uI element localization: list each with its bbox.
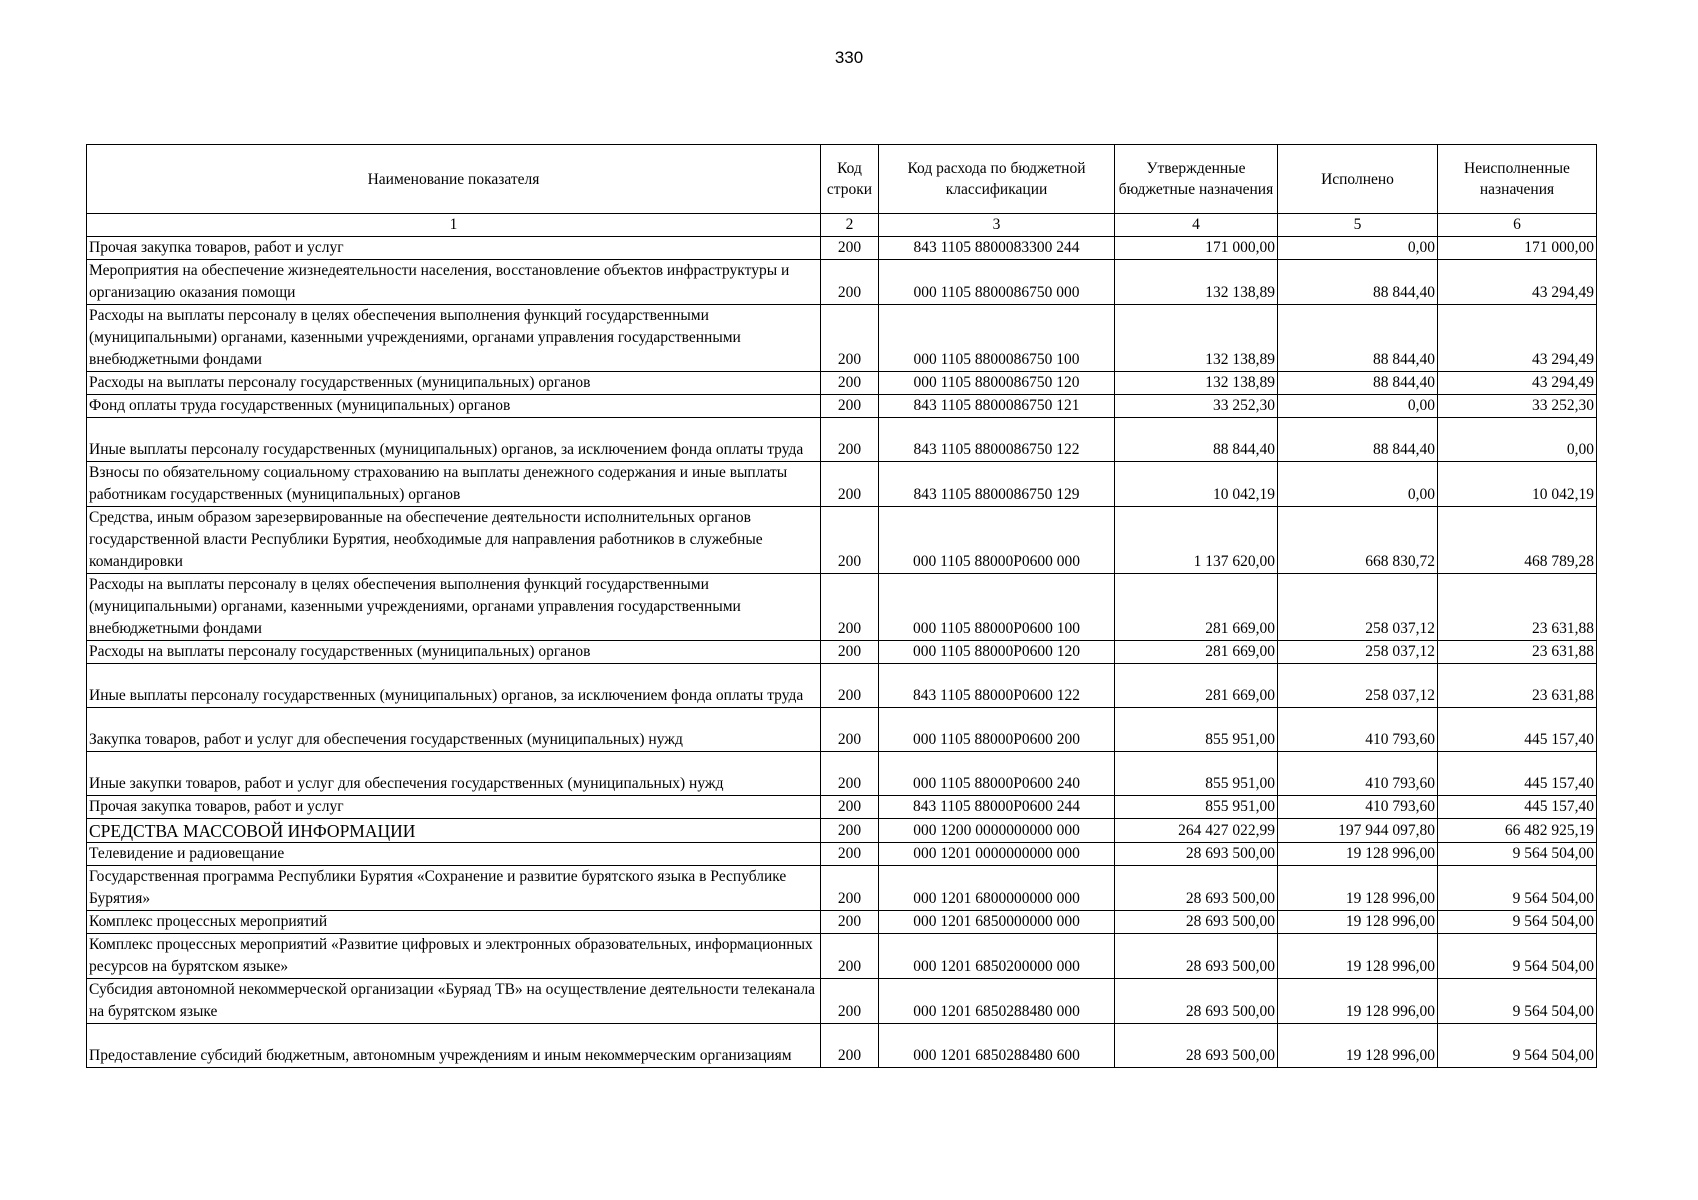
column-number: 6: [1438, 214, 1597, 237]
table-row: [87, 574, 1597, 641]
table-row: [87, 911, 1597, 934]
row-unexecuted: 9 564 504,00: [1438, 866, 1597, 911]
row-approved: 28 693 500,00: [1115, 866, 1278, 911]
row-name: Мероприятия на обеспечение жизнедеятельности населения, восстановление объектов инфраструктуры и организацию оказания помощи: [87, 260, 821, 305]
table-row: [87, 979, 1597, 1024]
row-unexecuted: 23 631,88: [1438, 574, 1597, 641]
row-line-code: 200: [821, 866, 879, 911]
row-executed: 19 128 996,00: [1278, 911, 1438, 934]
row-executed: 258 037,12: [1278, 574, 1438, 641]
row-approved: 855 951,00: [1115, 796, 1278, 819]
row-executed: 0,00: [1278, 395, 1438, 418]
row-approved: 132 138,89: [1115, 305, 1278, 372]
row-unexecuted: 10 042,19: [1438, 462, 1597, 507]
row-approved: 132 138,89: [1115, 260, 1278, 305]
header-name: Наименование показателя: [87, 145, 821, 214]
row-executed: 19 128 996,00: [1278, 1024, 1438, 1068]
table-row: [87, 372, 1597, 395]
row-budget-code: 843 1105 8800086750 121: [879, 395, 1115, 418]
row-budget-code: 000 1105 88000P0600 240: [879, 752, 1115, 796]
table-row: [87, 752, 1597, 796]
row-executed: 19 128 996,00: [1278, 934, 1438, 979]
header-budget-code: Код расхода по бюджетной классификации: [879, 145, 1115, 214]
row-budget-code: 000 1105 8800086750 000: [879, 260, 1115, 305]
row-executed: 19 128 996,00: [1278, 843, 1438, 866]
header-line-code: Код строки: [821, 145, 879, 214]
column-number: 1: [87, 214, 821, 237]
row-unexecuted: 171 000,00: [1438, 237, 1597, 260]
table-row: [87, 866, 1597, 911]
row-name: Государственная программа Республики Бурятия «Сохранение и развитие бурятского языка в Республике Бурятия»: [87, 866, 821, 911]
row-approved: 28 693 500,00: [1115, 843, 1278, 866]
table-row: [87, 260, 1597, 305]
header-executed: Исполнено: [1278, 145, 1438, 214]
row-budget-code: 000 1201 6850200000 000: [879, 934, 1115, 979]
row-budget-code: 000 1105 88000P0600 120: [879, 641, 1115, 664]
column-number-row: [87, 214, 1597, 237]
row-name: Расходы на выплаты персоналу в целях обеспечения выполнения функций государственными (муниципальными) органами, казенными учреждениями, органами управления государственными внебюджетными фондами: [87, 574, 821, 641]
row-unexecuted: 43 294,49: [1438, 305, 1597, 372]
row-name: Иные выплаты персоналу государственных (муниципальных) органов, за исключением фонда оплаты труда: [87, 418, 821, 462]
row-line-code: 200: [821, 237, 879, 260]
row-executed: 410 793,60: [1278, 708, 1438, 752]
row-executed: 19 128 996,00: [1278, 979, 1438, 1024]
row-approved: 1 137 620,00: [1115, 507, 1278, 574]
table-row: [87, 395, 1597, 418]
row-executed: 88 844,40: [1278, 418, 1438, 462]
row-executed: 88 844,40: [1278, 260, 1438, 305]
row-approved: 28 693 500,00: [1115, 911, 1278, 934]
row-line-code: 200: [821, 796, 879, 819]
table-row: [87, 237, 1597, 260]
row-unexecuted: 43 294,49: [1438, 260, 1597, 305]
row-approved: 855 951,00: [1115, 752, 1278, 796]
row-name: Прочая закупка товаров, работ и услуг: [87, 796, 821, 819]
row-approved: 28 693 500,00: [1115, 934, 1278, 979]
row-approved: 88 844,40: [1115, 418, 1278, 462]
row-unexecuted: 9 564 504,00: [1438, 979, 1597, 1024]
row-line-code: 200: [821, 372, 879, 395]
row-name: Телевидение и радиовещание: [87, 843, 821, 866]
row-unexecuted: 445 157,40: [1438, 752, 1597, 796]
row-name: Закупка товаров, работ и услуг для обеспечения государственных (муниципальных) нужд: [87, 708, 821, 752]
table-row: [87, 819, 1597, 843]
row-unexecuted: 0,00: [1438, 418, 1597, 462]
row-unexecuted: 33 252,30: [1438, 395, 1597, 418]
row-name: Расходы на выплаты персоналу государственных (муниципальных) органов: [87, 372, 821, 395]
row-line-code: 200: [821, 574, 879, 641]
row-name: Предоставление субсидий бюджетным, автономным учреждениям и иным некоммерческим организациям: [87, 1024, 821, 1068]
row-budget-code: 000 1201 0000000000 000: [879, 843, 1115, 866]
row-line-code: 200: [821, 418, 879, 462]
row-executed: 258 037,12: [1278, 664, 1438, 708]
page-number: 330: [834, 48, 864, 67]
row-unexecuted: 9 564 504,00: [1438, 911, 1597, 934]
table-row: [87, 796, 1597, 819]
table-row: [87, 641, 1597, 664]
table-row: [87, 305, 1597, 372]
row-name: Комплекс процессных мероприятий: [87, 911, 821, 934]
row-executed: 197 944 097,80: [1278, 819, 1438, 843]
row-approved: 10 042,19: [1115, 462, 1278, 507]
row-executed: 258 037,12: [1278, 641, 1438, 664]
row-name: Субсидия автономной некоммерческой организации «Буряад ТВ» на осуществление деятельности телеканала на бурятском языке: [87, 979, 821, 1024]
row-unexecuted: 66 482 925,19: [1438, 819, 1597, 843]
row-executed: 0,00: [1278, 237, 1438, 260]
row-name: Средства, иным образом зарезервированные на обеспечение деятельности исполнительных органов государственной власти Республики Бурятия, необходимые для направления работников в служебные командировки: [87, 507, 821, 574]
column-number: 4: [1115, 214, 1278, 237]
row-budget-code: 000 1105 88000P0600 000: [879, 507, 1115, 574]
table-header-row: [87, 145, 1597, 214]
row-budget-code: 843 1105 8800083300 244: [879, 237, 1115, 260]
row-approved: 33 252,30: [1115, 395, 1278, 418]
row-budget-code: 000 1105 88000P0600 200: [879, 708, 1115, 752]
table-row: [87, 664, 1597, 708]
row-line-code: 200: [821, 260, 879, 305]
row-approved: 28 693 500,00: [1115, 1024, 1278, 1068]
row-executed: 0,00: [1278, 462, 1438, 507]
row-unexecuted: 445 157,40: [1438, 796, 1597, 819]
table-body: [87, 237, 1597, 1068]
column-number: 3: [879, 214, 1115, 237]
row-line-code: 200: [821, 708, 879, 752]
row-unexecuted: 43 294,49: [1438, 372, 1597, 395]
row-approved: 281 669,00: [1115, 574, 1278, 641]
table-row: [87, 843, 1597, 866]
row-approved: 132 138,89: [1115, 372, 1278, 395]
row-name: Взносы по обязательному социальному страхованию на выплаты денежного содержания и иные выплаты работникам государственных (муниципальных) органов: [87, 462, 821, 507]
row-executed: 410 793,60: [1278, 796, 1438, 819]
row-approved: 264 427 022,99: [1115, 819, 1278, 843]
row-budget-code: 000 1105 88000P0600 100: [879, 574, 1115, 641]
row-executed: 668 830,72: [1278, 507, 1438, 574]
table-row: [87, 462, 1597, 507]
row-approved: 855 951,00: [1115, 708, 1278, 752]
row-name: СРЕДСТВА МАССОВОЙ ИНФОРМАЦИИ: [87, 819, 821, 843]
row-unexecuted: 23 631,88: [1438, 641, 1597, 664]
header-unexecuted: Неисполненные назначения: [1438, 145, 1597, 214]
row-unexecuted: 468 789,28: [1438, 507, 1597, 574]
row-line-code: 200: [821, 641, 879, 664]
row-name: Иные выплаты персоналу государственных (муниципальных) органов, за исключением фонда оплаты труда: [87, 664, 821, 708]
row-line-code: 200: [821, 819, 879, 843]
row-unexecuted: 9 564 504,00: [1438, 1024, 1597, 1068]
row-unexecuted: 9 564 504,00: [1438, 843, 1597, 866]
row-name: Иные закупки товаров, работ и услуг для обеспечения государственных (муниципальных) нужд: [87, 752, 821, 796]
table-row: [87, 507, 1597, 574]
row-executed: 410 793,60: [1278, 752, 1438, 796]
row-line-code: 200: [821, 1024, 879, 1068]
row-executed: 19 128 996,00: [1278, 866, 1438, 911]
row-approved: 281 669,00: [1115, 664, 1278, 708]
column-number: 5: [1278, 214, 1438, 237]
row-line-code: 200: [821, 507, 879, 574]
row-name: Комплекс процессных мероприятий «Развитие цифровых и электронных образовательных, информационных ресурсов на бурятском языке»: [87, 934, 821, 979]
row-executed: 88 844,40: [1278, 372, 1438, 395]
row-approved: 171 000,00: [1115, 237, 1278, 260]
row-name: Расходы на выплаты персоналу в целях обеспечения выполнения функций государственными (муниципальными) органами, казенными учреждениями, органами управления государственными внебюджетными фондами: [87, 305, 821, 372]
row-name: Прочая закупка товаров, работ и услуг: [87, 237, 821, 260]
table-row: [87, 1024, 1597, 1068]
row-budget-code: 843 1105 8800086750 129: [879, 462, 1115, 507]
row-unexecuted: 445 157,40: [1438, 708, 1597, 752]
row-line-code: 200: [821, 752, 879, 796]
column-number: 2: [821, 214, 879, 237]
row-line-code: 200: [821, 843, 879, 866]
row-budget-code: 000 1201 6850288480 000: [879, 979, 1115, 1024]
row-line-code: 200: [821, 395, 879, 418]
row-unexecuted: 9 564 504,00: [1438, 934, 1597, 979]
table-row: [87, 934, 1597, 979]
row-line-code: 200: [821, 911, 879, 934]
row-unexecuted: 23 631,88: [1438, 664, 1597, 708]
row-budget-code: 000 1105 8800086750 120: [879, 372, 1115, 395]
budget-execution-table: [86, 144, 1597, 1068]
row-name: Расходы на выплаты персоналу государственных (муниципальных) органов: [87, 641, 821, 664]
row-line-code: 200: [821, 462, 879, 507]
row-budget-code: 843 1105 88000P0600 122: [879, 664, 1115, 708]
row-line-code: 200: [821, 305, 879, 372]
row-budget-code: 000 1201 6850288480 600: [879, 1024, 1115, 1068]
row-approved: 28 693 500,00: [1115, 979, 1278, 1024]
table-row: [87, 708, 1597, 752]
row-budget-code: 000 1200 0000000000 000: [879, 819, 1115, 843]
row-name: Фонд оплаты труда государственных (муниципальных) органов: [87, 395, 821, 418]
row-executed: 88 844,40: [1278, 305, 1438, 372]
row-line-code: 200: [821, 979, 879, 1024]
row-budget-code: 000 1201 6850000000 000: [879, 911, 1115, 934]
row-budget-code: 000 1105 8800086750 100: [879, 305, 1115, 372]
row-line-code: 200: [821, 664, 879, 708]
table-row: [87, 418, 1597, 462]
row-line-code: 200: [821, 934, 879, 979]
row-budget-code: 843 1105 8800086750 122: [879, 418, 1115, 462]
header-approved: Утвержденные бюджетные назначения: [1115, 145, 1278, 214]
row-budget-code: 843 1105 88000P0600 244: [879, 796, 1115, 819]
row-budget-code: 000 1201 6800000000 000: [879, 866, 1115, 911]
row-approved: 281 669,00: [1115, 641, 1278, 664]
